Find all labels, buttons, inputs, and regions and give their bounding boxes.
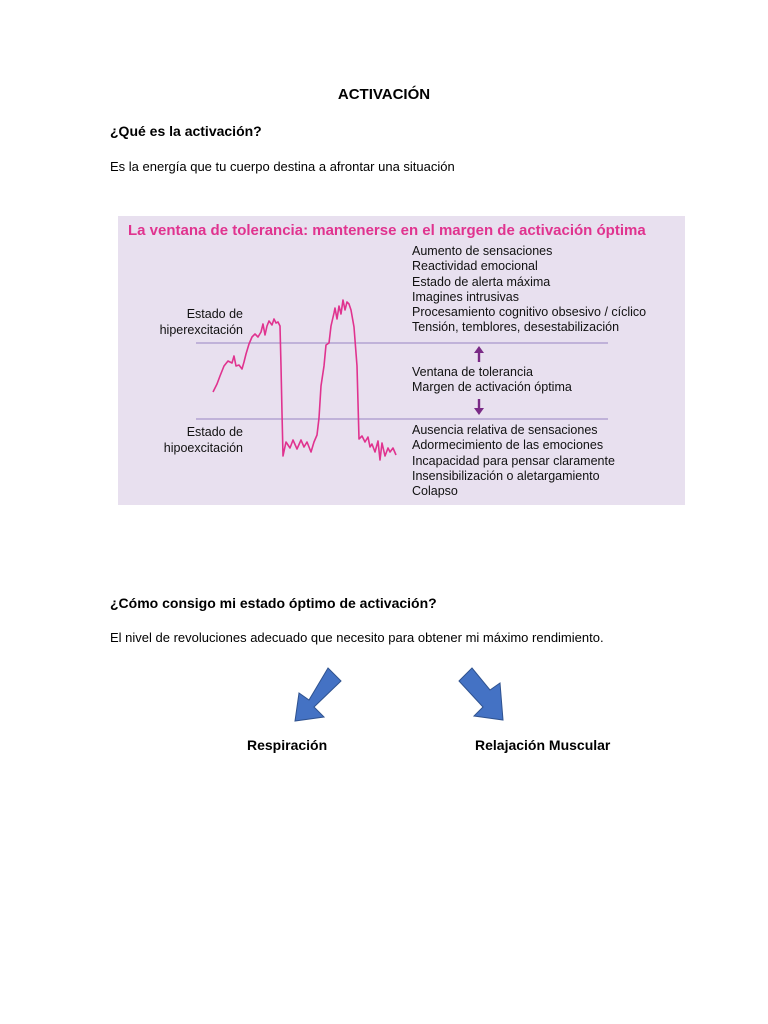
list-item: Incapacidad para pensar claramente <box>412 453 615 468</box>
list-item: Procesamiento cognitivo obsesivo / cíclico <box>412 305 647 320</box>
answer-paragraph: Es la energía que tu cuerpo destina a afrontar una situación <box>110 159 455 174</box>
list-item: Imagines intrusivas <box>412 289 519 304</box>
page-title: ACTIVACIÓN <box>337 86 431 103</box>
muscle-relaxation-label: Relajación Muscular <box>475 737 611 753</box>
left-branch-arrow-icon <box>295 668 341 721</box>
right-branch-arrow-icon <box>459 668 503 720</box>
question-heading: ¿Cómo consigo mi estado óptimo de activación? <box>110 595 437 611</box>
list-item: Tensión, temblores, desestabilización <box>412 320 620 335</box>
list-item: Colapso <box>412 484 458 499</box>
figure-title: La ventana de tolerancia: mantenerse en el margen de activación óptima <box>128 222 646 239</box>
respiration-label: Respiración <box>247 737 328 753</box>
hypoarousal-label: Estado de hipoexcitación <box>163 425 243 455</box>
list-item: Insensibilización o aletargamiento <box>412 468 600 483</box>
hyperarousal-label: Estado de hiperexcitación <box>159 307 243 337</box>
list-item: Adormecimiento de las emociones <box>412 438 604 453</box>
list-item: Reactividad emocional <box>412 259 538 274</box>
list-item: Ausencia relativa de sensaciones <box>412 423 598 437</box>
list-item: Aumento de sensaciones <box>412 244 553 258</box>
list-item: Margen de activación óptima <box>412 380 572 395</box>
list-item: Estado de alerta máxima <box>412 274 551 289</box>
list-item: Ventana de tolerancia <box>412 365 533 379</box>
answer-paragraph: El nivel de revoluciones adecuado que necesito para obtener mi máximo rendimiento. <box>110 630 604 645</box>
question-heading: ¿Qué es la activación? <box>110 123 262 139</box>
